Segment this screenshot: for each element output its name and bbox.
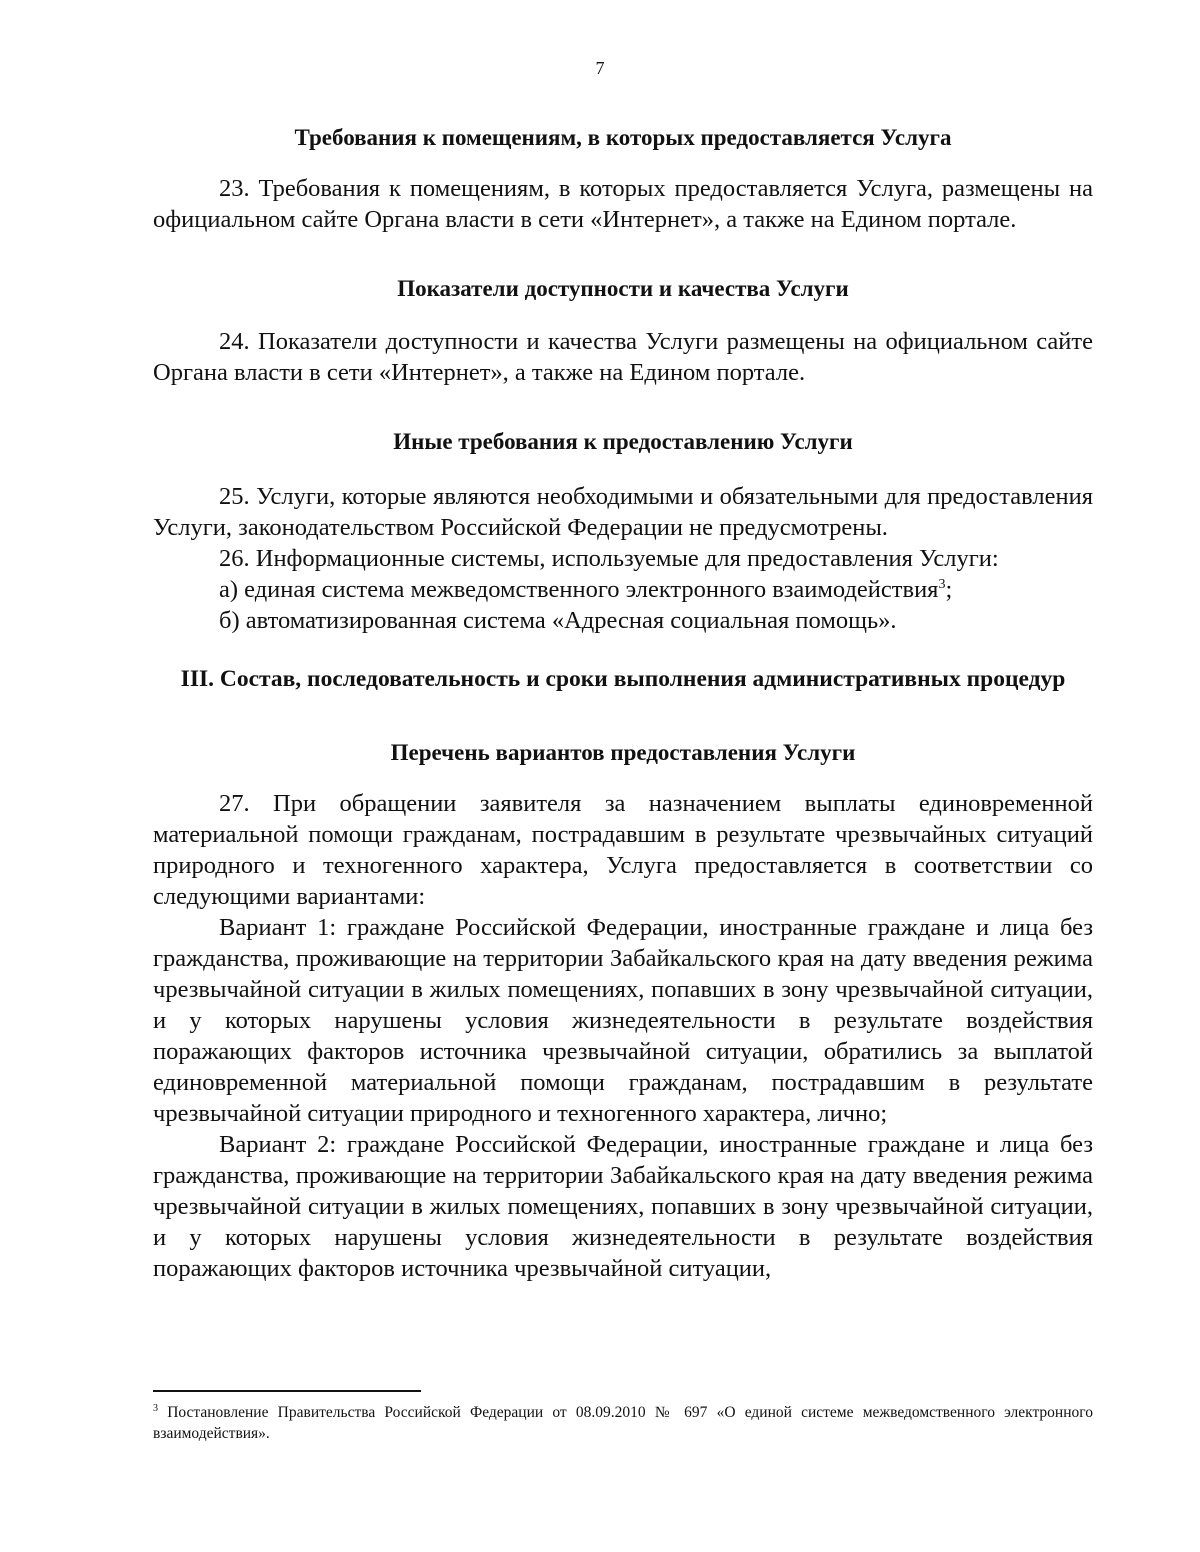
page-number: 7 (595, 58, 605, 78)
paragraph-23: 23. Требования к помещениям, в которых предоставляется Услуга, размещены на официальном сайте Органа власти в сети «Интернет», а также на Едином портале. (153, 175, 1093, 233)
variant-1: Вариант 1: граждане Российской Федерации, иностранные граждане и лица без гражданства, проживающие на территории Забайкальского края на дату введения режима чрезвычайной ситуации в жилых помещениях, попавших в зону чрезвычайной ситуации, и у которых нарушены условия жизнедеятельности в результате воздействия поражающих факторов источника чрезвычайной ситуации, обратились за выплатой единовременной материальной помощи гражданам, пострадавшим в результате чрезвычайной ситуации природного и техногенного характера, лично; (153, 914, 1093, 1127)
heading-accessibility-indicators: Показатели доступности и качества Услуги (397, 276, 849, 301)
variant-2: Вариант 2: граждане Российской Федерации, иностранные граждане и лица без гражданства, проживающие на территории Забайкальского края на дату введения режима чрезвычайной ситуации в жилых помещениях, попавших в зону чрезвычайной ситуации, и у которых нарушены условия жизнедеятельности в результате воздействия поражающих факторов источника чрезвычайной ситуации, (153, 1131, 1093, 1282)
heading-premises-requirements: Требования к помещениям, в которых предоставляется Услуга (294, 125, 952, 150)
footnote-mark: 3 (153, 1402, 158, 1414)
paragraph-26: 26. Информационные системы, используемые для предоставления Услуги: (219, 545, 999, 572)
document-body (153, 100, 1093, 1284)
paragraph-27: 27. При обращении заявителя за назначением выплаты единовременной материальной помощи гражданам, пострадавшим в результате чрезвычайных ситуаций природного и техногенного характера, Услуга предоставляется в соответствии со следующими вариантами: (153, 790, 1093, 910)
chapter-3-title: III. Состав, последовательность и сроки выполнения административных процедур (180, 666, 1066, 692)
list-item-a-text: а) единая система межведомственного электронного взаимодействия (219, 576, 939, 603)
paragraph-24: 24. Показатели доступности и качества Услуги размещены на официальном сайте Органа власти в сети «Интернет», а также на Едином портале. (153, 328, 1093, 386)
footnote-divider (153, 1390, 421, 1392)
footnote-reference: 3 (938, 576, 946, 592)
heading-variants-list: Перечень вариантов предоставления Услуги (390, 740, 856, 765)
footnote (153, 1402, 1093, 1444)
list-item-a (153, 574, 1093, 605)
list-item-b: б) автоматизированная система «Адресная социальная помощь». (219, 607, 897, 634)
list-item-a-end: ; (945, 576, 953, 603)
footnote-text: Постановление Правительства Российской Федерации от 08.09.2010 № 697 «О единой системе межведомственного электронного взаимодействия». (153, 1404, 1093, 1442)
heading-other-requirements: Иные требования к предоставлению Услуги (393, 429, 853, 454)
paragraph-25: 25. Услуги, которые являются необходимыми и обязательными для предоставления Услуги, законодательством Российской Федерации не предусмотрены. (153, 483, 1093, 541)
